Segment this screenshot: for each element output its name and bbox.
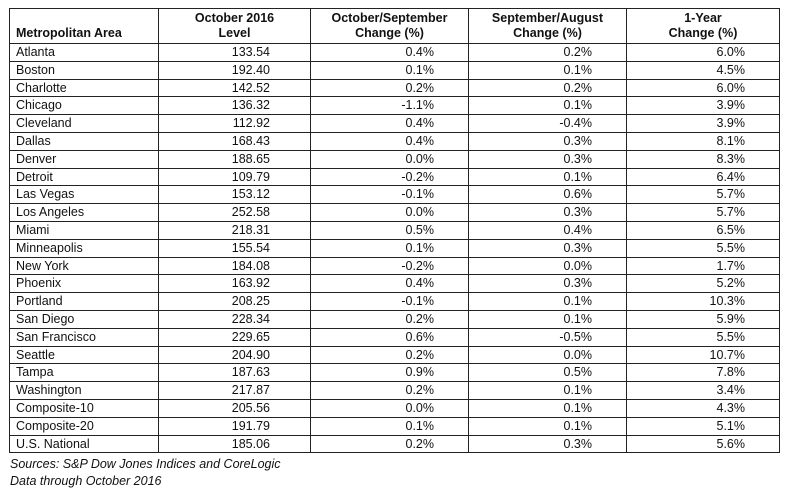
cell-1-year-change: 5.5% xyxy=(627,239,780,257)
cell-level: 109.79 xyxy=(159,168,311,186)
cell-sep-aug-change: 0.1% xyxy=(469,399,627,417)
cell-1-year-change: 1.7% xyxy=(627,257,780,275)
table-row xyxy=(10,239,780,257)
table-row xyxy=(10,61,780,79)
cell-oct-sep-change: 0.4% xyxy=(311,275,469,293)
header-level-line2: Level xyxy=(218,26,251,40)
cell-level: 168.43 xyxy=(159,132,311,150)
cell-sep-aug-change: 0.6% xyxy=(469,186,627,204)
cell-level: 184.08 xyxy=(159,257,311,275)
table-row xyxy=(10,293,780,311)
cell-level: 112.92 xyxy=(159,115,311,133)
table-row xyxy=(10,257,780,275)
cell-1-year-change: 5.7% xyxy=(627,186,780,204)
cell-oct-sep-change: 0.0% xyxy=(311,399,469,417)
cell-oct-sep-change: 0.6% xyxy=(311,328,469,346)
cell-oct-sep-change: 0.2% xyxy=(311,346,469,364)
cell-sep-aug-change: 0.1% xyxy=(469,168,627,186)
cell-sep-aug-change: 0.2% xyxy=(469,79,627,97)
header-area-label: Metropolitan Area xyxy=(16,26,122,40)
header-year-line2: Change (%) xyxy=(668,26,738,40)
table-row xyxy=(10,328,780,346)
cell-metropolitan-area: Denver xyxy=(10,150,159,168)
cell-level: 217.87 xyxy=(159,382,311,400)
cell-level: 228.34 xyxy=(159,310,311,328)
cell-metropolitan-area: Minneapolis xyxy=(10,239,159,257)
home-price-table xyxy=(9,8,780,453)
cell-metropolitan-area: Atlanta xyxy=(10,44,159,62)
header-1-year-change xyxy=(627,9,780,44)
cell-1-year-change: 10.3% xyxy=(627,293,780,311)
header-sep-aug-line2: Change (%) xyxy=(513,26,582,40)
table-notes xyxy=(9,456,779,490)
cell-oct-sep-change: -0.1% xyxy=(311,293,469,311)
cell-oct-sep-change: 0.5% xyxy=(311,221,469,239)
cell-sep-aug-change: 0.3% xyxy=(469,150,627,168)
cell-oct-sep-change: 0.4% xyxy=(311,44,469,62)
cell-metropolitan-area: Dallas xyxy=(10,132,159,150)
cell-1-year-change: 8.3% xyxy=(627,150,780,168)
cell-oct-sep-change: 0.9% xyxy=(311,364,469,382)
cell-oct-sep-change: 0.0% xyxy=(311,150,469,168)
cell-metropolitan-area: San Francisco xyxy=(10,328,159,346)
table-row xyxy=(10,346,780,364)
table-row xyxy=(10,79,780,97)
header-oct-sep-line1: October/September xyxy=(331,11,448,25)
cell-1-year-change: 6.4% xyxy=(627,168,780,186)
cell-sep-aug-change: 0.1% xyxy=(469,293,627,311)
cell-oct-sep-change: 0.2% xyxy=(311,79,469,97)
header-oct-sep-change xyxy=(311,9,469,44)
cell-level: 155.54 xyxy=(159,239,311,257)
table-row xyxy=(10,399,780,417)
cell-oct-sep-change: 0.1% xyxy=(311,61,469,79)
table-row xyxy=(10,382,780,400)
cell-1-year-change: 3.9% xyxy=(627,97,780,115)
table-row xyxy=(10,275,780,293)
header-level-line1: October 2016 xyxy=(194,11,275,25)
cell-level: 208.25 xyxy=(159,293,311,311)
cell-oct-sep-change: 0.1% xyxy=(311,417,469,435)
table-row xyxy=(10,168,780,186)
table-row xyxy=(10,417,780,435)
cell-sep-aug-change: -0.5% xyxy=(469,328,627,346)
cell-metropolitan-area: U.S. National xyxy=(10,435,159,453)
cell-metropolitan-area: Miami xyxy=(10,221,159,239)
sources-note: Sources: S&P Dow Jones Indices and CoreLogic xyxy=(10,457,281,472)
cell-1-year-change: 5.6% xyxy=(627,435,780,453)
cell-sep-aug-change: 0.0% xyxy=(469,257,627,275)
table-row xyxy=(10,364,780,382)
cell-level: 188.65 xyxy=(159,150,311,168)
cell-metropolitan-area: San Diego xyxy=(10,310,159,328)
cell-metropolitan-area: Boston xyxy=(10,61,159,79)
cell-sep-aug-change: 0.1% xyxy=(469,417,627,435)
header-row xyxy=(10,9,780,44)
cell-1-year-change: 6.5% xyxy=(627,221,780,239)
cell-level: 204.90 xyxy=(159,346,311,364)
cell-sep-aug-change: 0.3% xyxy=(469,435,627,453)
cell-sep-aug-change: 0.2% xyxy=(469,44,627,62)
cell-level: 252.58 xyxy=(159,204,311,222)
cell-level: 205.56 xyxy=(159,399,311,417)
cell-oct-sep-change: 0.1% xyxy=(311,239,469,257)
cell-1-year-change: 4.3% xyxy=(627,399,780,417)
cell-level: 191.79 xyxy=(159,417,311,435)
table-header xyxy=(10,9,780,44)
cell-1-year-change: 6.0% xyxy=(627,44,780,62)
table-row xyxy=(10,435,780,453)
cell-1-year-change: 3.4% xyxy=(627,382,780,400)
cell-1-year-change: 5.2% xyxy=(627,275,780,293)
cell-metropolitan-area: Las Vegas xyxy=(10,186,159,204)
cell-sep-aug-change: -0.4% xyxy=(469,115,627,133)
table-row xyxy=(10,150,780,168)
cell-1-year-change: 7.8% xyxy=(627,364,780,382)
header-year-line1: 1-Year xyxy=(684,11,722,25)
cell-metropolitan-area: New York xyxy=(10,257,159,275)
cell-oct-sep-change: -0.2% xyxy=(311,257,469,275)
cell-sep-aug-change: 0.3% xyxy=(469,239,627,257)
cell-metropolitan-area: Los Angeles xyxy=(10,204,159,222)
table-row xyxy=(10,186,780,204)
data-through-note: Data through October 2016 xyxy=(10,474,162,489)
header-sep-aug-line1: September/August xyxy=(491,11,604,25)
cell-oct-sep-change: 0.4% xyxy=(311,132,469,150)
cell-metropolitan-area: Chicago xyxy=(10,97,159,115)
cell-oct-sep-change: -1.1% xyxy=(311,97,469,115)
cell-metropolitan-area: Tampa xyxy=(10,364,159,382)
home-price-table-document xyxy=(9,8,779,490)
cell-sep-aug-change: 0.3% xyxy=(469,132,627,150)
header-sep-aug-change xyxy=(469,9,627,44)
cell-metropolitan-area: Seattle xyxy=(10,346,159,364)
cell-level: 136.32 xyxy=(159,97,311,115)
cell-1-year-change: 4.5% xyxy=(627,61,780,79)
cell-1-year-change: 5.1% xyxy=(627,417,780,435)
cell-level: 142.52 xyxy=(159,79,311,97)
cell-1-year-change: 5.5% xyxy=(627,328,780,346)
cell-1-year-change: 5.7% xyxy=(627,204,780,222)
cell-metropolitan-area: Phoenix xyxy=(10,275,159,293)
cell-sep-aug-change: 0.5% xyxy=(469,364,627,382)
cell-metropolitan-area: Washington xyxy=(10,382,159,400)
table-row xyxy=(10,221,780,239)
cell-level: 153.12 xyxy=(159,186,311,204)
cell-level: 185.06 xyxy=(159,435,311,453)
cell-metropolitan-area: Composite-20 xyxy=(10,417,159,435)
cell-1-year-change: 3.9% xyxy=(627,115,780,133)
cell-metropolitan-area: Composite-10 xyxy=(10,399,159,417)
cell-1-year-change: 5.9% xyxy=(627,310,780,328)
cell-1-year-change: 6.0% xyxy=(627,79,780,97)
cell-1-year-change: 10.7% xyxy=(627,346,780,364)
cell-oct-sep-change: -0.1% xyxy=(311,186,469,204)
table-row xyxy=(10,97,780,115)
cell-level: 192.40 xyxy=(159,61,311,79)
cell-sep-aug-change: 0.4% xyxy=(469,221,627,239)
cell-oct-sep-change: -0.2% xyxy=(311,168,469,186)
cell-sep-aug-change: 0.0% xyxy=(469,346,627,364)
cell-sep-aug-change: 0.1% xyxy=(469,310,627,328)
cell-metropolitan-area: Portland xyxy=(10,293,159,311)
table-row xyxy=(10,115,780,133)
cell-sep-aug-change: 0.3% xyxy=(469,275,627,293)
table-row xyxy=(10,132,780,150)
header-metropolitan-area xyxy=(10,9,159,44)
cell-oct-sep-change: 0.2% xyxy=(311,435,469,453)
cell-metropolitan-area: Charlotte xyxy=(10,79,159,97)
cell-level: 163.92 xyxy=(159,275,311,293)
cell-oct-sep-change: 0.2% xyxy=(311,310,469,328)
cell-level: 229.65 xyxy=(159,328,311,346)
cell-oct-sep-change: 0.2% xyxy=(311,382,469,400)
table-body xyxy=(10,44,780,453)
table-row xyxy=(10,310,780,328)
cell-sep-aug-change: 0.1% xyxy=(469,61,627,79)
cell-oct-sep-change: 0.0% xyxy=(311,204,469,222)
cell-metropolitan-area: Cleveland xyxy=(10,115,159,133)
table-row xyxy=(10,44,780,62)
cell-1-year-change: 8.1% xyxy=(627,132,780,150)
header-oct-sep-line2: Change (%) xyxy=(355,26,424,40)
cell-level: 133.54 xyxy=(159,44,311,62)
cell-level: 187.63 xyxy=(159,364,311,382)
cell-metropolitan-area: Detroit xyxy=(10,168,159,186)
table-row xyxy=(10,204,780,222)
cell-sep-aug-change: 0.1% xyxy=(469,382,627,400)
cell-oct-sep-change: 0.4% xyxy=(311,115,469,133)
header-level xyxy=(159,9,311,44)
cell-level: 218.31 xyxy=(159,221,311,239)
cell-sep-aug-change: 0.1% xyxy=(469,97,627,115)
cell-sep-aug-change: 0.3% xyxy=(469,204,627,222)
